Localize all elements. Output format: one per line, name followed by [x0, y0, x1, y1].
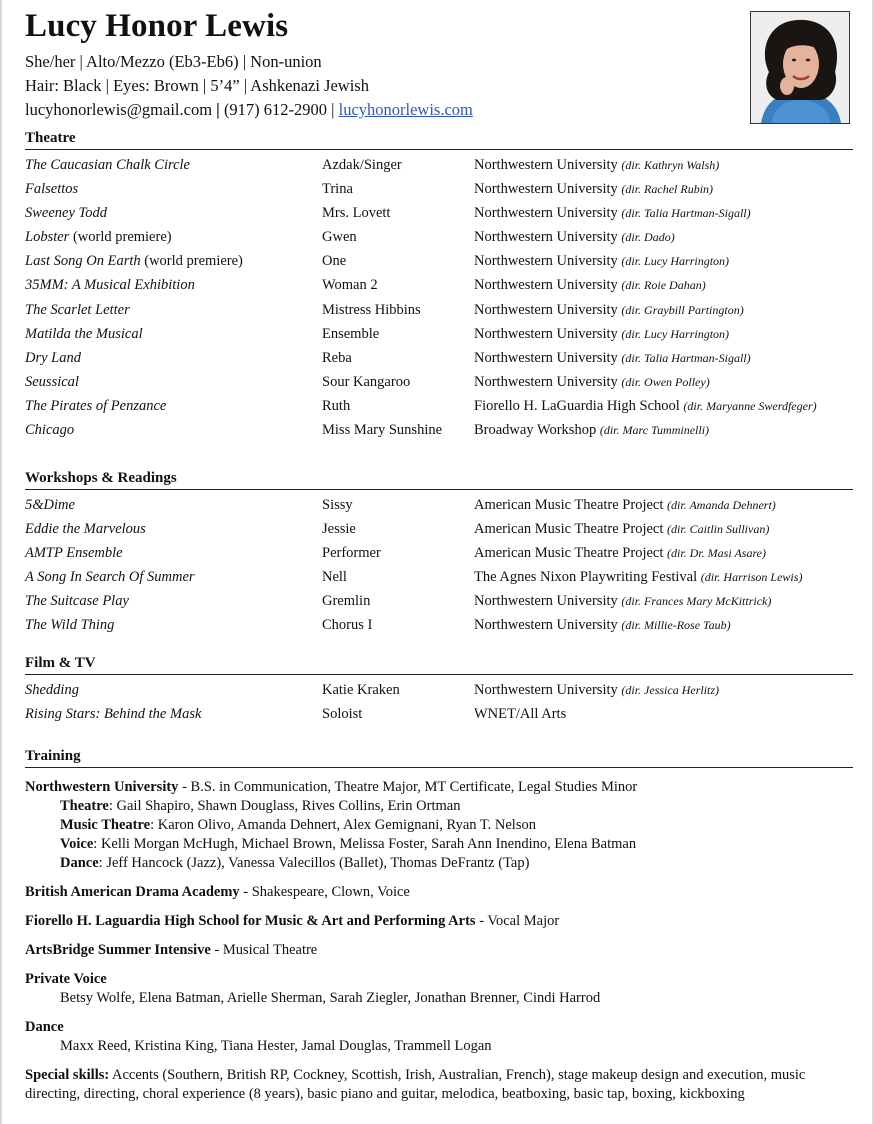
credit-role: Mrs. Lovett [322, 205, 391, 222]
section-divider [25, 767, 853, 768]
resume-name: Lucy Honor Lewis [25, 8, 289, 44]
credit-director: (dir. Maryanne Swerdfeger) [683, 398, 817, 413]
credit-row [25, 346, 853, 370]
appearance-line: Hair: Black | Eyes: Brown | 5’4” | Ashkenazi Jewish [25, 76, 369, 95]
credit-title: Dry Land [25, 349, 81, 366]
school-desc: - Shakespeare, Clown, Voice [239, 884, 410, 900]
film-heading: Film & TV [25, 655, 96, 671]
credit-venue-cell [474, 370, 710, 394]
credit-title-cell [25, 678, 79, 702]
sub-text: : Gail Shapiro, Shawn Douglass, Rives Collins, Erin Ortman [108, 798, 461, 814]
credit-director: (dir. Lucy Harrington) [621, 254, 730, 269]
dance-label: Dance [25, 1019, 64, 1035]
credit-row [25, 273, 853, 297]
credit-role: Ruth [322, 397, 351, 414]
pronouns-voice-line: She/her | Alto/Mezzo (Eb3-Eb6) | Non-union [25, 52, 322, 71]
credit-role: Mistress Hibbins [322, 301, 421, 318]
credit-venue-cell [474, 541, 766, 565]
credit-title-cell [25, 201, 107, 225]
credit-venue-cell [474, 298, 744, 322]
credit-director: (dir. Harrison Lewis) [700, 570, 803, 585]
sub-label: Voice [60, 836, 94, 852]
credit-title: Eddie the Marvelous [25, 521, 146, 538]
credit-venue: Northwestern University [474, 373, 618, 390]
credit-venue: Northwestern University [474, 157, 618, 173]
credit-title-cell [25, 589, 129, 613]
credit-director: (dir. Dr. Masi Asare) [667, 546, 767, 561]
credit-row [25, 394, 853, 418]
section-divider [25, 674, 853, 675]
credit-role: Sissy [322, 497, 353, 513]
credit-title: The Suitcase Play [25, 593, 129, 610]
training-artsbridge [25, 941, 853, 960]
credit-venue: WNET/All Arts [474, 706, 567, 723]
credit-role: Azdak/Singer [322, 157, 402, 173]
credit-role: Nell [322, 569, 347, 586]
credit-role: Soloist [322, 706, 363, 723]
credit-venue: Northwestern University [474, 593, 618, 610]
credit-row [25, 201, 853, 225]
credit-venue: American Music Theatre Project [474, 521, 664, 538]
credit-role: Reba [322, 349, 352, 366]
sub-text: : Jeff Hancock (Jazz), Vanessa Valecillos (Ballet), Thomas DeFrantz (Tap) [98, 855, 530, 871]
film-section [25, 655, 853, 726]
credit-title: 35MM: A Musical Exhibition [25, 277, 195, 294]
separator: | [212, 100, 224, 119]
credit-row [25, 249, 853, 273]
school-desc: - Musical Theatre [210, 942, 318, 958]
skills-label: Special skills: [25, 1067, 110, 1083]
credit-row [25, 589, 853, 613]
training-laguardia [25, 912, 853, 931]
credit-title: Falsettos [25, 181, 79, 198]
credit-row [25, 678, 853, 702]
school-name: ArtsBridge Summer Intensive [25, 942, 211, 958]
credit-director: (dir. Roie Dahan) [621, 278, 706, 293]
sub-label: Music Theatre [60, 817, 151, 833]
private-voice-label: Private Voice [25, 971, 107, 987]
credit-title-cell [25, 249, 243, 273]
credit-title-cell [25, 702, 201, 726]
credit-venue-cell [474, 177, 713, 201]
credit-director: (dir. Amanda Dehnert) [667, 498, 776, 512]
credit-venue: American Music Theatre Project [474, 497, 664, 513]
sub-label: Theatre [60, 798, 109, 814]
credit-venue: Broadway Workshop [474, 422, 597, 439]
credit-row [25, 177, 853, 201]
section-divider [25, 149, 853, 150]
credit-note: (world premiere) [69, 229, 172, 246]
credit-title: Sweeney Todd [25, 205, 108, 222]
credit-venue: Northwestern University [474, 349, 618, 366]
private-voice-teachers: Betsy Wolfe, Elena Batman, Arielle Sherman, Sarah Ziegler, Jonathan Brenner, Cindi Harrod [60, 990, 601, 1006]
credit-title-cell [25, 273, 195, 297]
credit-venue: Northwestern University [474, 325, 618, 342]
credit-venue-cell [474, 565, 802, 589]
workshops-section [25, 470, 853, 638]
credit-venue-cell [474, 702, 566, 726]
credit-venue-cell [474, 273, 706, 297]
sub-text: : Kelli Morgan McHugh, Michael Brown, Melissa Foster, Sarah Ann Inendino, Elena Batman [93, 836, 637, 852]
credit-row [25, 613, 853, 637]
credit-role: Jessie [322, 521, 356, 538]
page-edge-left [0, 0, 2, 1124]
credit-director: (dir. Marc Tumminelli) [599, 423, 710, 438]
credit-venue-cell [474, 225, 675, 249]
credit-role: One [322, 253, 347, 270]
training-body [25, 778, 853, 1114]
contact-line [25, 98, 473, 122]
credit-venue: Northwestern University [474, 181, 618, 198]
school-name: British American Drama Academy [25, 884, 240, 900]
credit-director: (dir. Talia Hartman-Sigall) [621, 350, 751, 365]
training-section [25, 748, 853, 771]
credit-title: Seussical [25, 373, 79, 390]
credit-director: (dir. Frances Mary McKittrick) [621, 594, 772, 609]
headshot-photo [750, 11, 850, 124]
sub-text: : Karon Olivo, Amanda Dehnert, Alex Gemignani, Ryan T. Nelson [150, 817, 536, 833]
credit-venue: Northwestern University [474, 253, 618, 270]
credit-venue-cell [474, 678, 719, 702]
credit-title: Rising Stars: Behind the Mask [25, 706, 202, 723]
workshops-table [25, 493, 853, 638]
credit-row [25, 153, 853, 177]
credit-venue-cell [474, 346, 751, 370]
credit-director: (dir. Lucy Harrington) [621, 326, 730, 341]
credit-venue: Northwestern University [474, 229, 618, 246]
credit-title: The Wild Thing [25, 617, 115, 634]
dance-teachers: Maxx Reed, Kristina King, Tiana Hester, Jamal Douglas, Trammell Logan [60, 1038, 492, 1054]
theatre-heading: Theatre [25, 130, 76, 146]
credit-row [25, 418, 853, 442]
credit-venue: Fiorello H. LaGuardia High School [474, 397, 680, 414]
credit-title: Shedding [25, 682, 79, 698]
school-desc: - Vocal Major [475, 913, 560, 929]
separator: | [327, 100, 339, 119]
credit-director: (dir. Jessica Herlitz) [621, 683, 720, 697]
workshops-heading: Workshops & Readings [25, 470, 177, 486]
credit-director: (dir. Rachel Rubin) [621, 182, 714, 197]
skills-text: Accents (Southern, British RP, Cockney, Scottish, Irish, Australian, French), stage makeup design and execution, music directing, directing, choral experience (8 years), basic piano and guitar, melodica, beatboxing, basic tap, boxing, kickboxing [25, 1067, 806, 1102]
email-text: lucyhonorlewis@gmail.com [25, 100, 213, 119]
credit-venue: Northwestern University [474, 682, 618, 698]
credit-role: Woman 2 [322, 277, 378, 294]
credit-director: (dir. Caitlin Sullivan) [667, 522, 770, 537]
credit-role: Trina [322, 181, 353, 198]
credit-role: Chorus I [322, 617, 373, 634]
credit-title-cell [25, 394, 166, 418]
credit-title: AMTP Ensemble [25, 545, 123, 562]
credit-title: Lobster [25, 229, 70, 246]
theatre-section [25, 130, 853, 442]
credit-title-cell [25, 346, 81, 370]
credit-venue: American Music Theatre Project [474, 545, 664, 562]
school-desc: - B.S. in Communication, Theatre Major, MT Certificate, Legal Studies Minor [178, 779, 638, 795]
credit-director: (dir. Talia Hartman-Sigall) [621, 206, 751, 221]
credit-row [25, 493, 853, 517]
credit-row [25, 298, 853, 322]
training-private-voice [25, 970, 853, 1008]
training-bada [25, 883, 853, 902]
credit-venue-cell [474, 517, 769, 541]
credit-title-cell [25, 565, 195, 589]
credit-title: The Scarlet Letter [25, 301, 130, 318]
credit-role: Gwen [322, 229, 357, 246]
credit-director: (dir. Kathryn Walsh) [621, 158, 720, 172]
credit-venue-cell [474, 589, 771, 613]
headshot-illustration [751, 12, 849, 123]
credit-title-cell [25, 541, 123, 565]
credit-row [25, 541, 853, 565]
credit-venue: Northwestern University [474, 205, 618, 222]
credit-title-cell [25, 153, 190, 177]
credit-venue-cell [474, 201, 751, 225]
credit-venue-cell [474, 394, 817, 418]
credit-venue: Northwestern University [474, 617, 618, 634]
credit-role: Performer [322, 545, 381, 562]
credit-venue-cell [474, 418, 709, 442]
film-table [25, 678, 853, 726]
credit-role: Katie Kraken [322, 682, 400, 698]
credit-title: The Pirates of Penzance [25, 397, 167, 414]
credit-title-cell [25, 418, 74, 442]
credit-director: (dir. Millie-Rose Taub) [621, 618, 731, 633]
phone-text: (917) 612-2900 [223, 100, 328, 119]
credit-director: (dir. Graybill Partington) [621, 302, 744, 317]
credit-title-cell [25, 322, 143, 346]
credit-row [25, 565, 853, 589]
credit-venue: Northwestern University [474, 301, 618, 318]
credit-venue-cell [474, 153, 719, 177]
sub-label: Dance [60, 855, 99, 871]
credit-venue-cell [474, 322, 729, 346]
credit-director: (dir. Dado) [621, 230, 675, 245]
credit-title-cell [25, 370, 79, 394]
credit-row [25, 370, 853, 394]
credit-role: Gremlin [322, 593, 371, 610]
credit-title-cell [25, 493, 75, 517]
training-heading: Training [25, 748, 81, 764]
credit-director: (dir. Owen Polley) [621, 374, 710, 389]
credit-title-cell [25, 613, 114, 637]
credit-venue-cell [474, 493, 776, 517]
credit-venue-cell [474, 613, 731, 637]
credit-title: Last Song On Earth [25, 253, 141, 270]
credit-note: (world premiere) [140, 253, 243, 270]
credit-row [25, 702, 853, 726]
credit-title-cell [25, 517, 146, 541]
credit-row [25, 322, 853, 346]
credit-venue: The Agnes Nixon Playwriting Festival [474, 569, 698, 586]
credit-row [25, 517, 853, 541]
section-divider [25, 489, 853, 490]
credit-role: Sour Kangaroo [322, 373, 411, 390]
credit-title: Matilda the Musical [25, 325, 143, 342]
credit-venue-cell [474, 249, 729, 273]
credit-title-cell [25, 298, 130, 322]
theatre-table [25, 153, 853, 442]
school-name: Fiorello H. Laguardia High School for Music & Art and Performing Arts [25, 913, 476, 929]
credit-title-cell [25, 225, 172, 249]
credit-title: The Caucasian Chalk Circle [25, 157, 190, 173]
website-link[interactable]: lucyhonorlewis.com [338, 100, 473, 119]
school-name: Northwestern University [25, 779, 179, 795]
credit-row [25, 225, 853, 249]
credit-role: Miss Mary Sunshine [322, 422, 443, 439]
training-northwestern [25, 778, 853, 873]
credit-venue: Northwestern University [474, 277, 618, 294]
credit-title-cell [25, 177, 78, 201]
credit-title: 5&Dime [25, 497, 75, 513]
credit-title: A Song In Search Of Summer [25, 569, 195, 586]
special-skills [25, 1066, 853, 1104]
credit-title: Chicago [25, 422, 75, 439]
credit-role: Ensemble [322, 325, 380, 342]
training-dance [25, 1018, 853, 1056]
